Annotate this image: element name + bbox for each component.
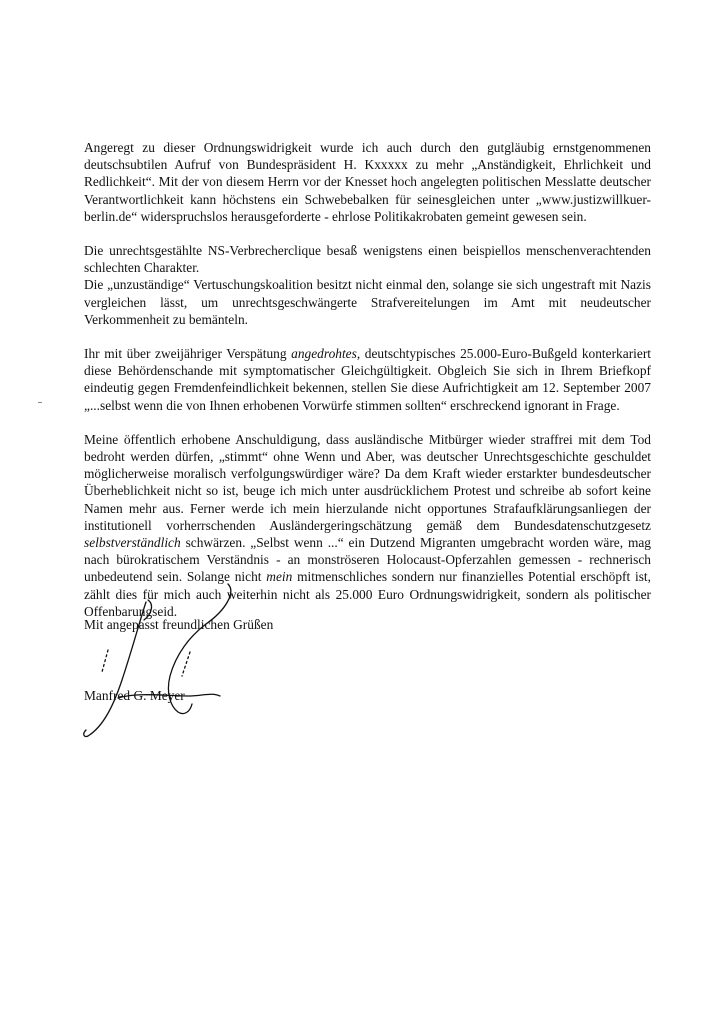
paragraph-line: „...selbst wenn die von Ihnen erhobenen Vorwürfe stimmen sollten“ erschreckend ignorant in Frage. xyxy=(84,397,620,413)
paragraph-line: Namen mehr aus. Ferner werde ich mein hierzulande nicht opportunes Strafaufklärungsanliegen der xyxy=(84,500,651,516)
paragraph-3 xyxy=(84,345,651,414)
paragraph-line: Verkommenheit zu bemänteln. xyxy=(84,311,248,327)
paragraph-line: nach bürokratischem Verständnis - an monströseren Holocaust-Opferzahlen gemessen - rechnerisch xyxy=(84,552,651,568)
text-run: schwärzen. „Selbst wenn ...“ ein Dutzend Migranten umgebracht worden wäre, mag xyxy=(180,535,651,551)
paragraph-line: berlin.de“ widerspruchslos herausgeforderte - ehrlose Politikakrobaten gemeint gewesen sein. xyxy=(84,208,587,224)
signer-name: Manfred G. Meyer xyxy=(84,688,185,703)
text-run: unbedeutend sein. Solange nicht xyxy=(84,569,267,585)
paragraph-line: Meine öffentlich erhobene Anschuldigung, dass ausländische Mitbürger wieder straffrei mit dem Tod xyxy=(84,431,651,447)
paragraph-line: vergleichen lässt, um unrechtsgeschwängerte Strafvereitelungen im Amt mit neudeutscher xyxy=(84,294,651,310)
text-run: , deutschtypisches 25.000-Euro-Bußgeld konterkariert xyxy=(356,346,651,362)
paragraph-line xyxy=(84,345,651,362)
paragraph-line xyxy=(84,534,651,551)
text-run: mitmenschliches sondern nur finanzielles Potential erschöpft ist, xyxy=(292,569,651,585)
emphasis-run: angedrohtes xyxy=(291,346,357,362)
paragraph-line: diese Behördenschande mit symptomatischer Gleichgültigkeit. Obgleich Sie sich in Ihrem Briefkopf xyxy=(84,363,651,379)
paragraph-line: zählt dies für mich auch weiterhin nicht als 25.000 Euro Ordnungswidrigkeit, sondern als politischer xyxy=(84,586,651,602)
paragraph-2 xyxy=(84,242,651,328)
paragraph-line: schlechten Charakter. xyxy=(84,260,200,276)
paragraph-1 xyxy=(84,139,651,225)
handwritten-signature xyxy=(78,580,248,750)
paragraph-line: eindeutig gegen Fremdenfeindlichkeit bekennen, stellen Sie diese Aufrichtigkeit am 12. September 2007 xyxy=(84,380,651,396)
paragraph-line: Die unrechtsgestählte NS-Verbrecherclique besaß wenigstens einen beispiellos menschenverachtenden xyxy=(84,243,651,259)
paragraph-line: Redlichkeit“. Mit der von diesem Herrn vor der Knesset hoch angelegten politischen Messlatte deutscher xyxy=(84,174,651,190)
paragraph-line: Angeregt zu dieser Ordnungswidrigkeit wurde ich auch durch den gutgläubig ernstgenommenen xyxy=(84,140,651,155)
letter-body xyxy=(84,139,651,637)
paragraph-line: Die „unzuständige“ Vertuschungskoalition besitzt nicht einmal den, solange sie sich ungestraft mit Nazis xyxy=(84,277,651,293)
margin-mark xyxy=(38,402,42,403)
paragraph-line: deutschsubtilen Aufruf von Bundespräsident H. Kxxxxx zu mehr „Anständigkeit, Ehrlichkeit und xyxy=(84,157,651,173)
closing-salutation: Mit angepasst freundlichen Grüßen xyxy=(84,617,274,632)
emphasis-run: mein xyxy=(266,569,293,585)
paragraph-line: institutionell vorherrschenden Ausländergeringschätzung gemäß dem Bundesdatenschutzgesetz xyxy=(84,517,651,533)
paragraph-line: Überheblichkeit nicht so ist, beuge ich mich unter ausdrücklichem Protest und schreibe ab sofort keine xyxy=(84,483,651,499)
paragraph-line: Verantwortlichkeit kann höchstens ein Schwebebalken für seinesgleichen unter „www.justizwillkuer- xyxy=(84,191,651,207)
emphasis-run: selbstverständlich xyxy=(84,535,181,551)
text-run: Ihr mit über zweijähriger Verspätung xyxy=(84,346,292,362)
paragraph-line: möglicherweise moralisch verfolgungswürdiger wäre? Da dem Kraft wieder erstarkter bundesdeutscher xyxy=(84,466,651,482)
paragraph-line: bedroht werden dürfen, „stimmt“ ohne Wenn und Aber, was deutscher Unrechtsgeschichte geschuldet xyxy=(84,449,651,465)
paragraph-line: Offenbarungseid. xyxy=(84,603,178,619)
